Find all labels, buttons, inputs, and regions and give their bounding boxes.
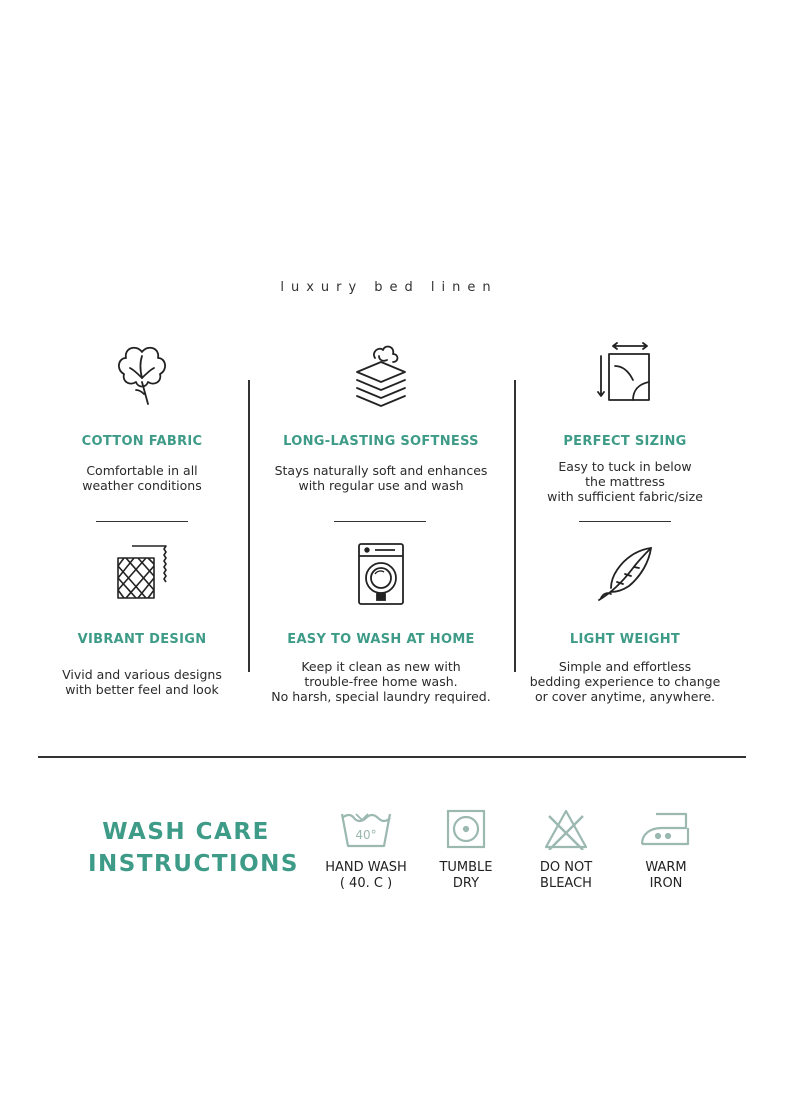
layered-fabric-icon [349,338,413,410]
feature-desc: Stays naturally soft and enhances with regular use and wash [274,463,488,493]
hand-wash-temperature: 40° [355,828,377,842]
feature-desc: Comfortable in all weather conditions [82,463,202,493]
care-label: TUMBLE DRY [439,860,493,891]
hand-wash-40-icon [338,808,394,850]
feature-perfect-sizing [495,338,755,504]
feature-desc: Vivid and various designs with better feel and look [62,667,222,697]
feature-light-weight [495,538,755,704]
care-do-not-bleach [516,808,616,892]
feature-long-lasting-softness [251,338,511,493]
do-not-bleach-icon [543,808,589,850]
sizing-sheet-icon [593,338,657,410]
feature-desc: Simple and effortless bedding experience to change or cover anytime, anywhere. [529,659,721,704]
care-hand-wash [316,808,416,892]
care-label: DO NOT BLEACH [539,860,593,891]
feature-desc: Keep it clean as new with trouble-free home wash. No harsh, special laundry required. [271,659,491,704]
feature-easy-to-wash [251,538,511,704]
feature-desc: Easy to tuck in below the mattress with sufficient fabric/size [547,459,703,504]
feature-cotton-fabric [12,338,272,493]
row-divider-3 [579,521,671,522]
wash-care-title: WASH CARE INSTRUCTIONS [88,819,299,877]
feature-title: LONG-LASTING SOFTNESS [283,434,479,449]
feature-title: EASY TO WASH AT HOME [287,632,475,647]
cotton-flower-icon [110,338,174,410]
feature-title: VIBRANT DESIGN [77,632,207,647]
row-divider-1 [96,521,188,522]
feature-title: PERFECT SIZING [563,434,687,449]
section-divider [38,756,746,758]
row-divider-2 [334,521,426,522]
care-warm-iron [616,808,716,892]
fabric-swatch-icon [110,538,174,610]
feather-icon [593,538,657,610]
care-tumble-dry [416,808,516,892]
feature-title: LIGHT WEIGHT [569,632,681,647]
feature-vibrant-design [12,538,272,697]
tagline: luxury bed linen [280,280,498,295]
care-label: HAND WASH ( 40. C ) [325,860,407,891]
washing-machine-icon [349,538,413,610]
feature-title: COTTON FABRIC [81,434,203,449]
tumble-dry-icon [445,808,487,850]
care-label: WARM IRON [645,860,687,891]
warm-iron-icon [638,808,694,850]
